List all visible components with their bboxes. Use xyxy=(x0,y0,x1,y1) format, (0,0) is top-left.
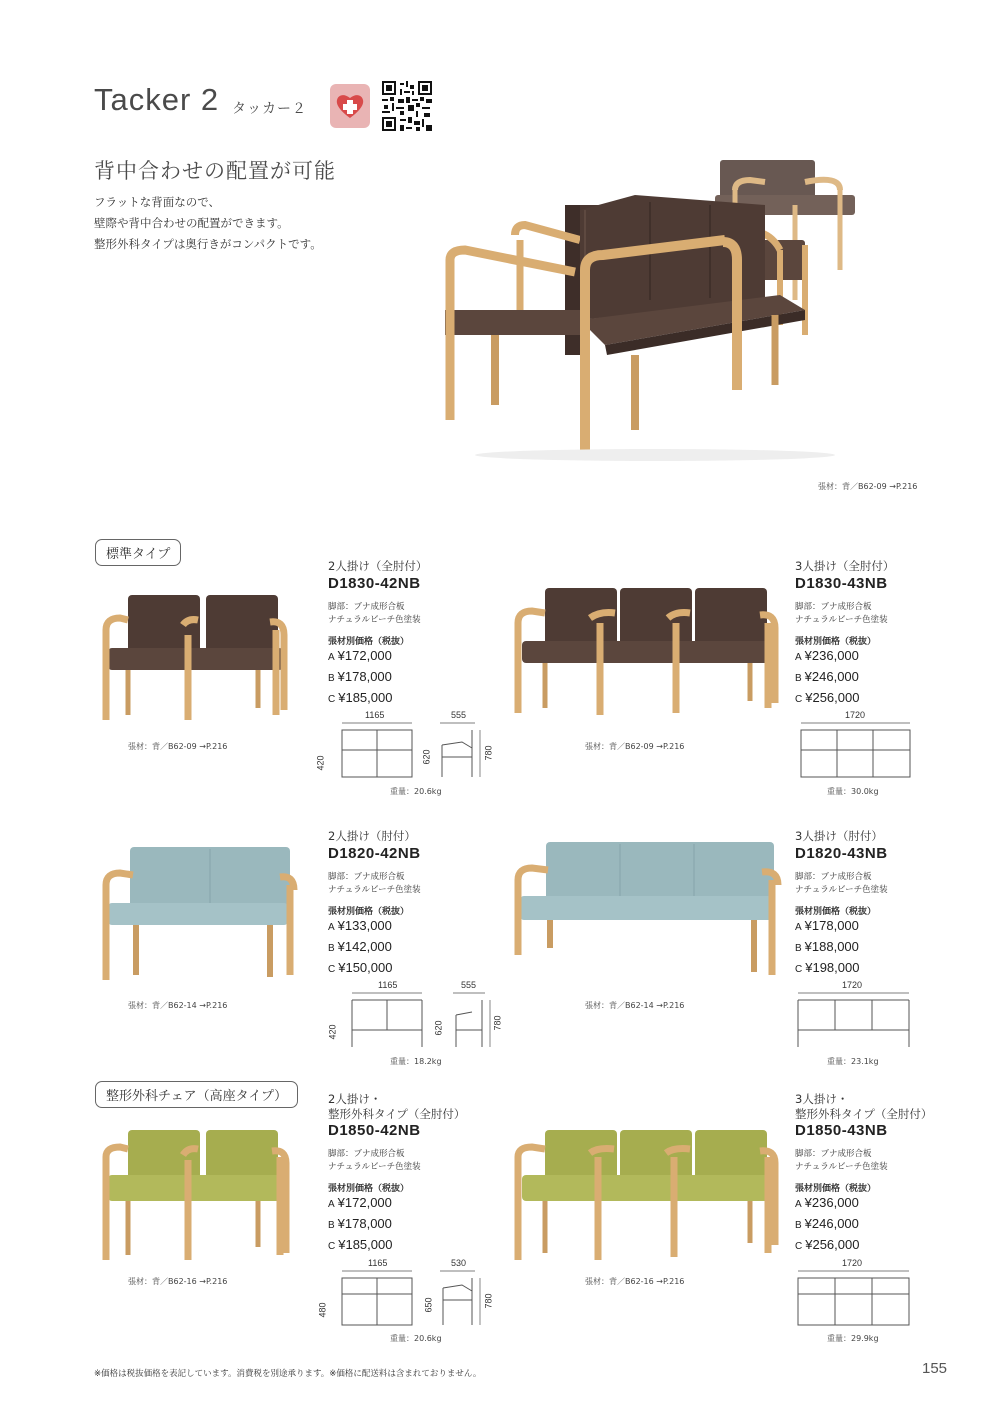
spec-line: ナチュラルビーチ色塗装 xyxy=(328,885,421,895)
dim-total-height: 780 xyxy=(492,1015,503,1031)
product-code: D1850-43NB xyxy=(795,1122,888,1139)
dimension-drawing xyxy=(330,720,500,785)
spec-line: ナチュラルビーチ色塗装 xyxy=(328,615,421,625)
product-spec xyxy=(795,601,888,627)
dimension-drawing xyxy=(340,990,510,1052)
dim-arm-height: 650 xyxy=(423,1297,434,1313)
medical-heart-cross-icon xyxy=(330,84,370,128)
price-a: A ¥178,000 xyxy=(795,918,859,933)
spec-line: ナチュラルビーチ色塗装 xyxy=(795,615,888,625)
spec-line: 脚部：ブナ成形合板 xyxy=(328,1149,405,1159)
product-subtitle-line2: 整形外科タイプ（全肘付） xyxy=(795,1107,933,1121)
product-code: D1820-42NB xyxy=(328,845,421,862)
dim-total-height: 780 xyxy=(483,745,494,761)
qr-code-icon[interactable] xyxy=(382,81,432,131)
product-code: D1830-43NB xyxy=(795,575,888,592)
product-subtitle: 3人掛け（全肘付） xyxy=(795,559,895,573)
dimension-drawing xyxy=(330,1268,500,1330)
spec-line: 脚部：ブナ成形合板 xyxy=(328,872,405,882)
dim-width: 1165 xyxy=(365,710,385,720)
dim-depth: 555 xyxy=(461,980,477,990)
product-code: D1820-43NB xyxy=(795,845,888,862)
hero-caption: 張材：背／B62-09 →P.216 xyxy=(818,482,918,491)
product-subtitle: 2人掛け（全肘付） xyxy=(328,559,428,573)
price-b: B ¥178,000 xyxy=(328,1216,392,1231)
product-image-d1850-42nb xyxy=(98,1125,293,1265)
price-b: B ¥246,000 xyxy=(795,1216,859,1231)
price-b: B ¥178,000 xyxy=(328,669,392,684)
product-subtitle-line2: 整形外科タイプ（全肘付） xyxy=(328,1107,466,1121)
product-caption: 張材：背／B62-16 →P.216 xyxy=(128,1277,228,1286)
feature-line: 整形外科タイプは奥行きがコンパクトです。 xyxy=(94,237,322,251)
dim-width: 1720 xyxy=(842,980,863,990)
spec-line: 脚部：ブナ成形合板 xyxy=(328,602,405,612)
section-tag-orthopedic: 整形外科チェア（高座タイプ） xyxy=(95,1081,298,1108)
product-caption: 張材：背／B62-16 →P.216 xyxy=(585,1277,685,1286)
price-a: A ¥133,000 xyxy=(328,918,392,933)
price-b: B ¥246,000 xyxy=(795,669,859,684)
product-weight: 重量：23.1kg xyxy=(827,1057,879,1066)
price-list xyxy=(795,646,859,709)
price-a: A ¥236,000 xyxy=(795,648,859,663)
product-image-d1830-43nb xyxy=(510,583,780,723)
page-number: 155 xyxy=(922,1360,948,1377)
dim-seat-height: 480 xyxy=(317,1302,328,1318)
price-b: B ¥188,000 xyxy=(795,939,859,954)
feature-line: フラットな背面なので、 xyxy=(94,195,221,209)
product-title: Tacker 2 xyxy=(94,82,220,117)
product-spec xyxy=(328,601,421,627)
price-c: C ¥256,000 xyxy=(795,1237,860,1252)
product-caption: 張材：背／B62-14 →P.216 xyxy=(128,1001,228,1010)
dimension-drawing xyxy=(798,720,913,782)
product-subtitle-line1: 2人掛け・ xyxy=(328,1092,382,1106)
price-list xyxy=(328,1193,392,1256)
dim-depth: 530 xyxy=(451,1258,467,1268)
dim-total-height: 780 xyxy=(483,1293,494,1309)
product-weight: 重量：29.9kg xyxy=(827,1334,879,1343)
product-caption: 張材：背／B62-14 →P.216 xyxy=(585,1001,685,1010)
product-image-d1820-43nb xyxy=(510,840,780,980)
price-heading: 張材別価格（税抜） xyxy=(328,907,410,917)
product-spec xyxy=(328,871,421,897)
product-weight: 重量：30.0kg xyxy=(827,787,879,796)
product-spec xyxy=(328,1148,421,1174)
section-tag-standard: 標準タイプ xyxy=(95,539,181,566)
product-spec xyxy=(795,1148,888,1174)
spec-line: ナチュラルビーチ色塗装 xyxy=(795,885,888,895)
price-heading: 張材別価格（税抜） xyxy=(795,637,877,647)
price-footnote: ※価格は税抜価格を表記しています。消費税を別途承ります。※価格に配送料は含まれておりません。 xyxy=(94,1369,482,1379)
spec-line: 脚部：ブナ成形合板 xyxy=(795,602,872,612)
feature-line: 壁際や背中合わせの配置ができます。 xyxy=(94,216,289,230)
product-title-kana: タッカー２ xyxy=(232,101,307,117)
product-code: D1850-42NB xyxy=(328,1122,421,1139)
price-c: C ¥256,000 xyxy=(795,690,860,705)
spec-line: ナチュラルビーチ色塗装 xyxy=(795,1162,888,1172)
product-weight: 重量：20.6kg xyxy=(390,1334,442,1343)
price-heading: 張材別価格（税抜） xyxy=(795,1184,877,1194)
dim-arm-height: 620 xyxy=(421,749,432,765)
product-weight: 重量：20.6kg xyxy=(390,787,442,796)
price-b: B ¥142,000 xyxy=(328,939,392,954)
price-heading: 張材別価格（税抜） xyxy=(795,907,877,917)
price-a: A ¥172,000 xyxy=(328,648,392,663)
price-heading: 張材別価格（税抜） xyxy=(328,637,410,647)
dim-depth: 555 xyxy=(451,710,467,720)
dim-width: 1720 xyxy=(845,710,866,720)
product-caption: 張材：背／B62-09 →P.216 xyxy=(128,742,228,751)
price-c: C ¥185,000 xyxy=(328,690,393,705)
product-caption: 張材：背／B62-09 →P.216 xyxy=(585,742,685,751)
price-a: A ¥236,000 xyxy=(795,1195,859,1210)
product-weight: 重量：18.2kg xyxy=(390,1057,442,1066)
price-list xyxy=(328,916,392,979)
product-image-d1820-42nb xyxy=(98,845,298,985)
spec-line: 脚部：ブナ成形合板 xyxy=(795,872,872,882)
feature-description xyxy=(94,192,384,255)
price-a: A ¥172,000 xyxy=(328,1195,392,1210)
product-subtitle: 3人掛け（肘付） xyxy=(795,829,883,843)
product-subtitle: 2人掛け（肘付） xyxy=(328,829,416,843)
dimension-drawing xyxy=(795,1268,913,1330)
dim-arm-height: 620 xyxy=(433,1020,444,1036)
price-list xyxy=(795,916,859,979)
dim-seat-height: 420 xyxy=(327,1024,338,1040)
dim-seat-height: 420 xyxy=(315,755,326,771)
hero-bench-photo xyxy=(435,150,865,465)
dim-width: 1165 xyxy=(368,1258,388,1268)
feature-headline: 背中合わせの配置が可能 xyxy=(94,159,336,183)
price-c: C ¥185,000 xyxy=(328,1237,393,1252)
product-image-d1850-43nb xyxy=(510,1125,780,1265)
product-subtitle-line1: 3人掛け・ xyxy=(795,1092,849,1106)
dim-width: 1720 xyxy=(842,1258,863,1268)
product-code: D1830-42NB xyxy=(328,575,421,592)
price-heading: 張材別価格（税抜） xyxy=(328,1184,410,1194)
price-list xyxy=(795,1193,859,1256)
spec-line: 脚部：ブナ成形合板 xyxy=(795,1149,872,1159)
dimension-drawing xyxy=(795,990,913,1052)
price-c: C ¥198,000 xyxy=(795,960,860,975)
product-image-d1830-42nb xyxy=(98,590,293,725)
price-c: C ¥150,000 xyxy=(328,960,393,975)
product-spec xyxy=(795,871,888,897)
dim-width: 1165 xyxy=(378,980,398,990)
price-list xyxy=(328,646,392,709)
spec-line: ナチュラルビーチ色塗装 xyxy=(328,1162,421,1172)
